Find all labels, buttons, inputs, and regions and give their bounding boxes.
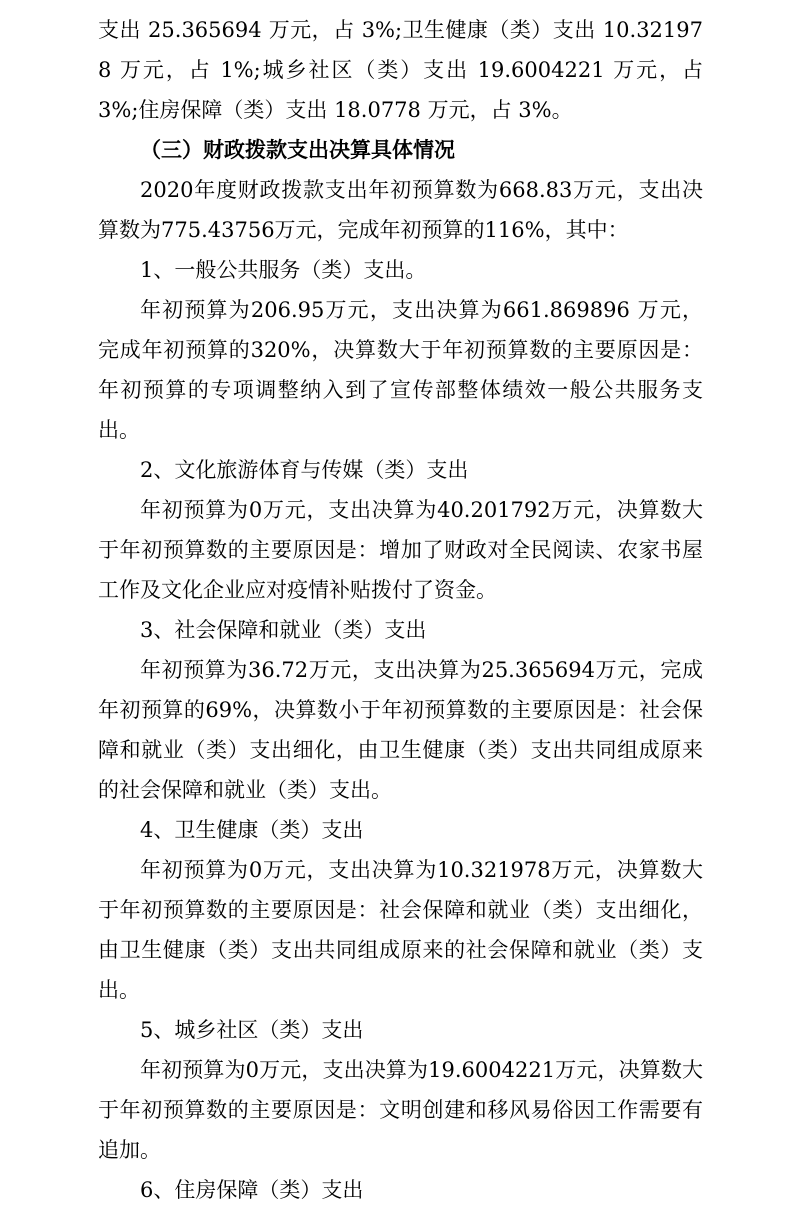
item-5-detail: 年初预算为0万元，支出决算为19.6004221万元，决算数大于年初预算数的主要原因是：文明创建和移风易俗因工作需要有追加。 — [98, 1058, 703, 1162]
item-5-title: 5、城乡社区（类）支出 — [140, 1018, 364, 1042]
item-1-title: 1、一般公共服务（类）支出。 — [140, 258, 427, 282]
paragraph-budget-overview: 2020年度财政拨款支出年初预算数为668.83万元，支出决算数为775.43756万元，完成年初预算的116%，其中： — [98, 178, 703, 242]
item-2-title: 2、文化旅游体育与传媒（类）支出 — [140, 458, 469, 482]
item-6-title: 6、住房保障（类）支出 — [140, 1178, 364, 1202]
item-3-detail: 年初预算为36.72万元，支出决算为25.365694万元，完成年初预算的69%，决算数小于年初预算数的主要原因是：社会保障和就业（类）支出细化，由卫生健康（类）支出共同组成原来的社会保障和就业（类）支出。 — [98, 658, 703, 802]
item-3-title: 3、社会保障和就业（类）支出 — [140, 618, 427, 642]
item-4-detail: 年初预算为0万元，支出决算为10.321978万元，决算数大于年初预算数的主要原因是：社会保障和就业（类）支出细化，由卫生健康（类）支出共同组成原来的社会保障和就业（类）支出。 — [98, 858, 703, 1002]
section-heading: （三）财政拨款支出决算具体情况 — [140, 137, 455, 162]
item-1-detail: 年初预算为206.95万元，支出决算为661.869896 万元，完成年初预算的320%，决算数大于年初预算数的主要原因是：年初预算的专项调整纳入到了宣传部整体绩效一般公共服务支出。 — [98, 298, 703, 442]
paragraph-carryover: 支出 25.365694 万元，占 3%;卫生健康（类）支出 10.321978 万元，占 1%;城乡社区（类）支出 19.6004221 万元，占 3%;住房保障（类）支出 18.0778 万元，占 3%。 — [98, 18, 703, 122]
item-4-title: 4、卫生健康（类）支出 — [140, 818, 364, 842]
item-2-detail: 年初预算为0万元，支出决算为40.201792万元，决算数大于年初预算数的主要原因是：增加了财政对全民阅读、农家书屋工作及文化企业应对疫情补贴拨付了资金。 — [98, 498, 703, 602]
